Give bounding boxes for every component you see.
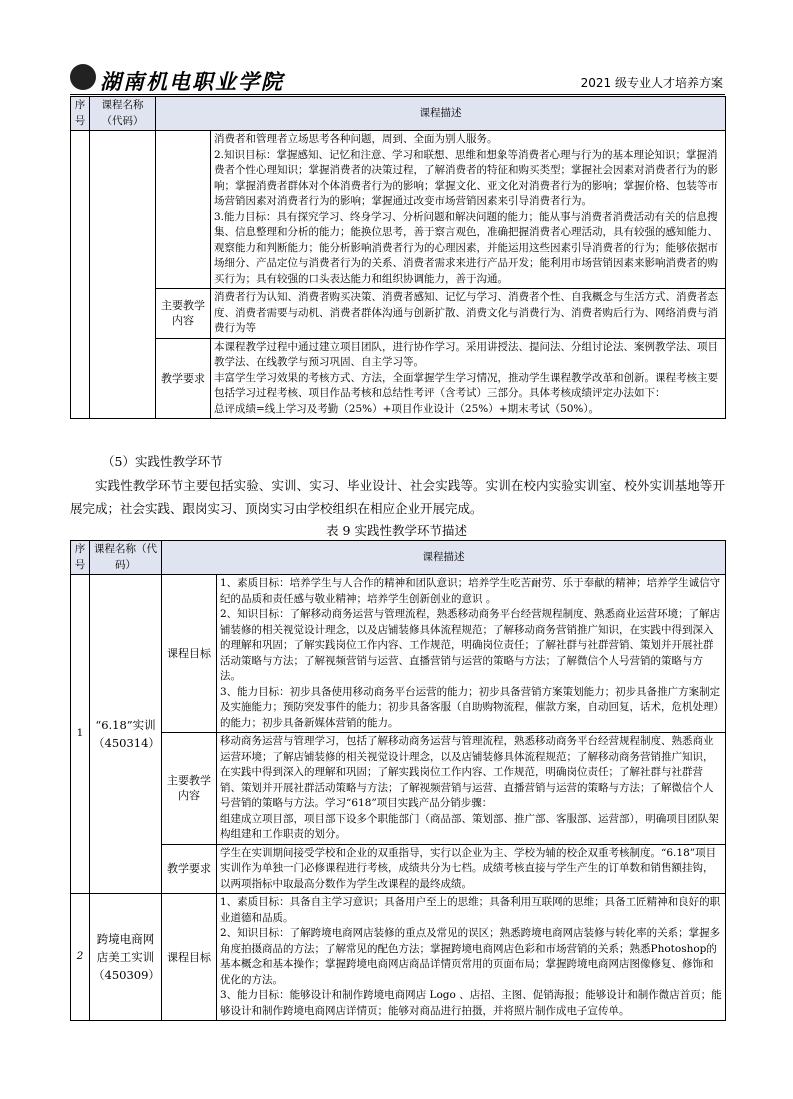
req-cell bbox=[211, 338, 726, 419]
goals-line: 2、知识目标：了解跨境电商网店装修的重点及常见的误区；熟悉跨境电商网店装修与转化率的关系；掌握多角度拍摄商品的方法；了解常见的配色方法；掌握跨境电商网店色彩和市场营销的关系；熟悉Photoshop的基本概念和基本操作；掌握跨境电商网店商品详情页常用的页面布局；掌握跨境电商网店图像修复、修饰和优化的方法。 bbox=[220, 927, 721, 986]
req-line: 总评成绩=线上学习及考勤（25%）+项目作业设计（25%）+期末考试（50%）。 bbox=[214, 402, 600, 415]
req-line: 学生在实训期间接受学校和企业的双重指导，实行以企业为主、学校为辅的校企双重考核制度。“6.18”项目实训作为单独一门必修课程进行考核，成绩共分为七档。成绩考核直接与学生产生的订单数和销售额挂钩，以两项指标中取最高分数作为学生改课程的最终成绩。 bbox=[220, 846, 717, 890]
content-label: 主要教学内容 bbox=[162, 733, 217, 845]
practice-table bbox=[70, 540, 726, 1021]
goals-line: 2、知识目标：了解移动商务运营与管理流程，熟悉移动商务平台经营规程制度、熟悉商业运营环境；了解店铺装修的相关视觉设计理念，以及店铺装修具体流程规范；了解移动商务营销推广知识，在实践中得到深入的理解和巩固；了解实践岗位工作内容、工作规范，明确岗位责任；了解社群与社群营销、策划并开展社群活动策略与方法；了解视频营销与运营、直播营销与运营的策略与方法；了解微信个人号营销的策略与方法。 bbox=[220, 608, 721, 682]
seq-cell: 2 bbox=[71, 894, 90, 1021]
goals-line: 1、素质目标：具备自主学习意识；具备用户至上的思维；具备利用互联网的思维；具备工匠精神和良好的职业道德和品质。 bbox=[220, 896, 721, 924]
content-line: 移动商务运营与管理学习，包括了解移动商务运营与管理流程，熟悉移动商务平台经营规程制度、熟悉商业运营环境；了解店铺装修的相关视觉设计理念，以及店铺装修具体流程规范；了解移动商务营销推广知识，在实践中得到深入的理解和巩固；了解实践岗位工作内容、工作规范，明确岗位责任；了解社群与社群营销、策划并开展社群活动策略与方法；了解视频营销与运营、直播营销与运营的策略与方法；了解微信个人号营销的策略与方法。学习“618”项目实践产品分销步骤： bbox=[220, 735, 714, 809]
col-name-header: 课程名称（代码） bbox=[90, 541, 162, 575]
course-name-cell: 跨境电商网店美工实训（450309） bbox=[90, 894, 162, 1021]
content-label: 主要教学内容 bbox=[156, 289, 211, 339]
table-header-row bbox=[71, 541, 726, 575]
col-name-header: 课程名称（代码） bbox=[90, 97, 156, 131]
table-row bbox=[71, 289, 726, 339]
goals-line: 3、能力目标：能够设计和制作跨境电商网店 Logo 、店招、主图、促销海报；能够设计和制作微店首页；能够设计和制作跨境电商网店详情页；能够对商品进行拍摄，并将照片制作成电子宣传单。 bbox=[220, 989, 722, 1017]
course-table-top bbox=[70, 96, 726, 419]
goals-line: 2.知识目标：掌握感知、记忆和注意、学习和联想、思维和想象等消费者心理与行为的基本理论知识；掌握消费者个性心理知识；掌握消费者的决策过程，了解消费者的特征和购买类型；掌握社会因素对消费者行为的影响；掌握消费者群体对个体消费者行为的影响；掌握文化、亚文化对消费者行为的影响；掌握价格、包装等市场营销因素对消费者行为的影响；掌握通过改变市场营销因素来引导消费者行为。 bbox=[214, 148, 718, 207]
col-seq-header: 序号 bbox=[71, 97, 90, 131]
table-header-row bbox=[71, 97, 726, 131]
content-cell bbox=[217, 733, 726, 845]
req-line: 本课程教学过程中通过建立项目团队，进行协作学习。采用讲授法、提问法、分组讨论法、案例教学法、项目教学法、在线教学与预习巩固、自主学习等。 bbox=[214, 340, 718, 368]
school-logo-icon bbox=[70, 64, 96, 90]
school-name: 湖南机电职业学院 bbox=[100, 69, 284, 94]
name-cell bbox=[90, 131, 156, 419]
table-row bbox=[71, 338, 726, 419]
goals-label-cell bbox=[156, 131, 211, 289]
table-row bbox=[71, 131, 726, 289]
section-paragraph: 实践性教学环节主要包括实验、实训、实习、毕业设计、社会实践等。实训在校内实验实训室、校外实训基地等开展完成；社会实践、跟岗实习、顶岗实习由学校组织在相应企业开展完成。 bbox=[70, 478, 725, 516]
goals-line: 1、素质目标：培养学生与人合作的精神和团队意识；培养学生吃苦耐劳、乐于奉献的精神；培养学生诚信守纪的品质和责任感与敬业精神；培养学生创新创业的意识 。 bbox=[220, 577, 721, 605]
req-line: 丰富学生学习效果的考核方式、方法，全面掌握学生学习情况，推动学生课程教学改革和创新。课程考核主要包括学习过程考核、项目作品考核和总结性考评（含考试）三部分。具体考核成绩评定办法如下： bbox=[214, 371, 718, 399]
table-caption: 表 9 实践性教学环节描述 bbox=[326, 523, 467, 538]
col-desc-header: 课程描述 bbox=[156, 97, 726, 131]
table-row bbox=[71, 894, 726, 1021]
goals-label: 课程目标 bbox=[162, 894, 217, 1021]
table-row bbox=[71, 844, 726, 894]
section-title: （5）实践性教学环节 bbox=[102, 454, 223, 469]
col-seq-header: 序号 bbox=[71, 541, 90, 575]
req-label: 教学要求 bbox=[162, 844, 217, 894]
req-label: 教学要求 bbox=[156, 338, 211, 419]
seq-cell bbox=[71, 131, 90, 419]
page-header bbox=[70, 62, 725, 95]
table-row bbox=[71, 575, 726, 733]
col-desc-header: 课程描述 bbox=[162, 541, 726, 575]
goals-line: 消费者和管理者立场思考各种问题，周到、全面为别人服务。 bbox=[214, 133, 498, 145]
table-row bbox=[71, 733, 726, 845]
goals-line: 3.能力目标：具有探究学习、终身学习、分析问题和解决问题的能力；能从事与消费者消费活动有关的信息搜集、信息整理和分析的能力；能换位思考，善于察言观色，准确把握消费者心理活动，具有较强的感知能力、观察能力和判断能力；能分析影响消费者行为的心理因素，并能运用这些因素引导消费者的行为；能够依据市场细分、产品定位与消费者行为的关系、消费者需求来进行产品开发；能利用市场营销因素来影响消费者的购买行为；具有较强的口头表达能力和组织协调能力，善于沟通。 bbox=[214, 210, 718, 285]
goals-cell bbox=[217, 894, 726, 1021]
plan-title: 2021 级专业人才培养方案 bbox=[580, 76, 723, 90]
course-name-cell: “6.18”实训（450314） bbox=[90, 575, 162, 894]
req-cell bbox=[217, 844, 726, 894]
goals-cell bbox=[211, 131, 726, 289]
goals-label: 课程目标 bbox=[162, 575, 217, 733]
content-line: 组建成立项目部，项目部下设多个职能部门（商品部、策划部、推广部、客服部、运营部），明确项目团队架构组建和工作职责的划分。 bbox=[220, 812, 719, 840]
content-cell: 消费者行为认知、消费者购买决策、消费者感知、记忆与学习、消费者个性、自我概念与生活方式、消费者态度、消费者需要与动机、消费者群体沟通与创新扩散、消费文化与消费行为、消费者购后行为、网络消费与消费行为等 bbox=[211, 289, 726, 339]
goals-cell bbox=[217, 575, 726, 733]
goals-line: 3、能力目标：初步具备使用移动商务平台运营的能力；初步具备营销方案策划能力；初步具备推广方案制定及实施能力；预防突发事件的能力；初步具备客服（自助购物流程，催款方案，自动回复，话术，危机处理）的能力；初步具备新媒体营销的能力。 bbox=[220, 685, 721, 729]
seq-cell: 1 bbox=[71, 575, 90, 894]
